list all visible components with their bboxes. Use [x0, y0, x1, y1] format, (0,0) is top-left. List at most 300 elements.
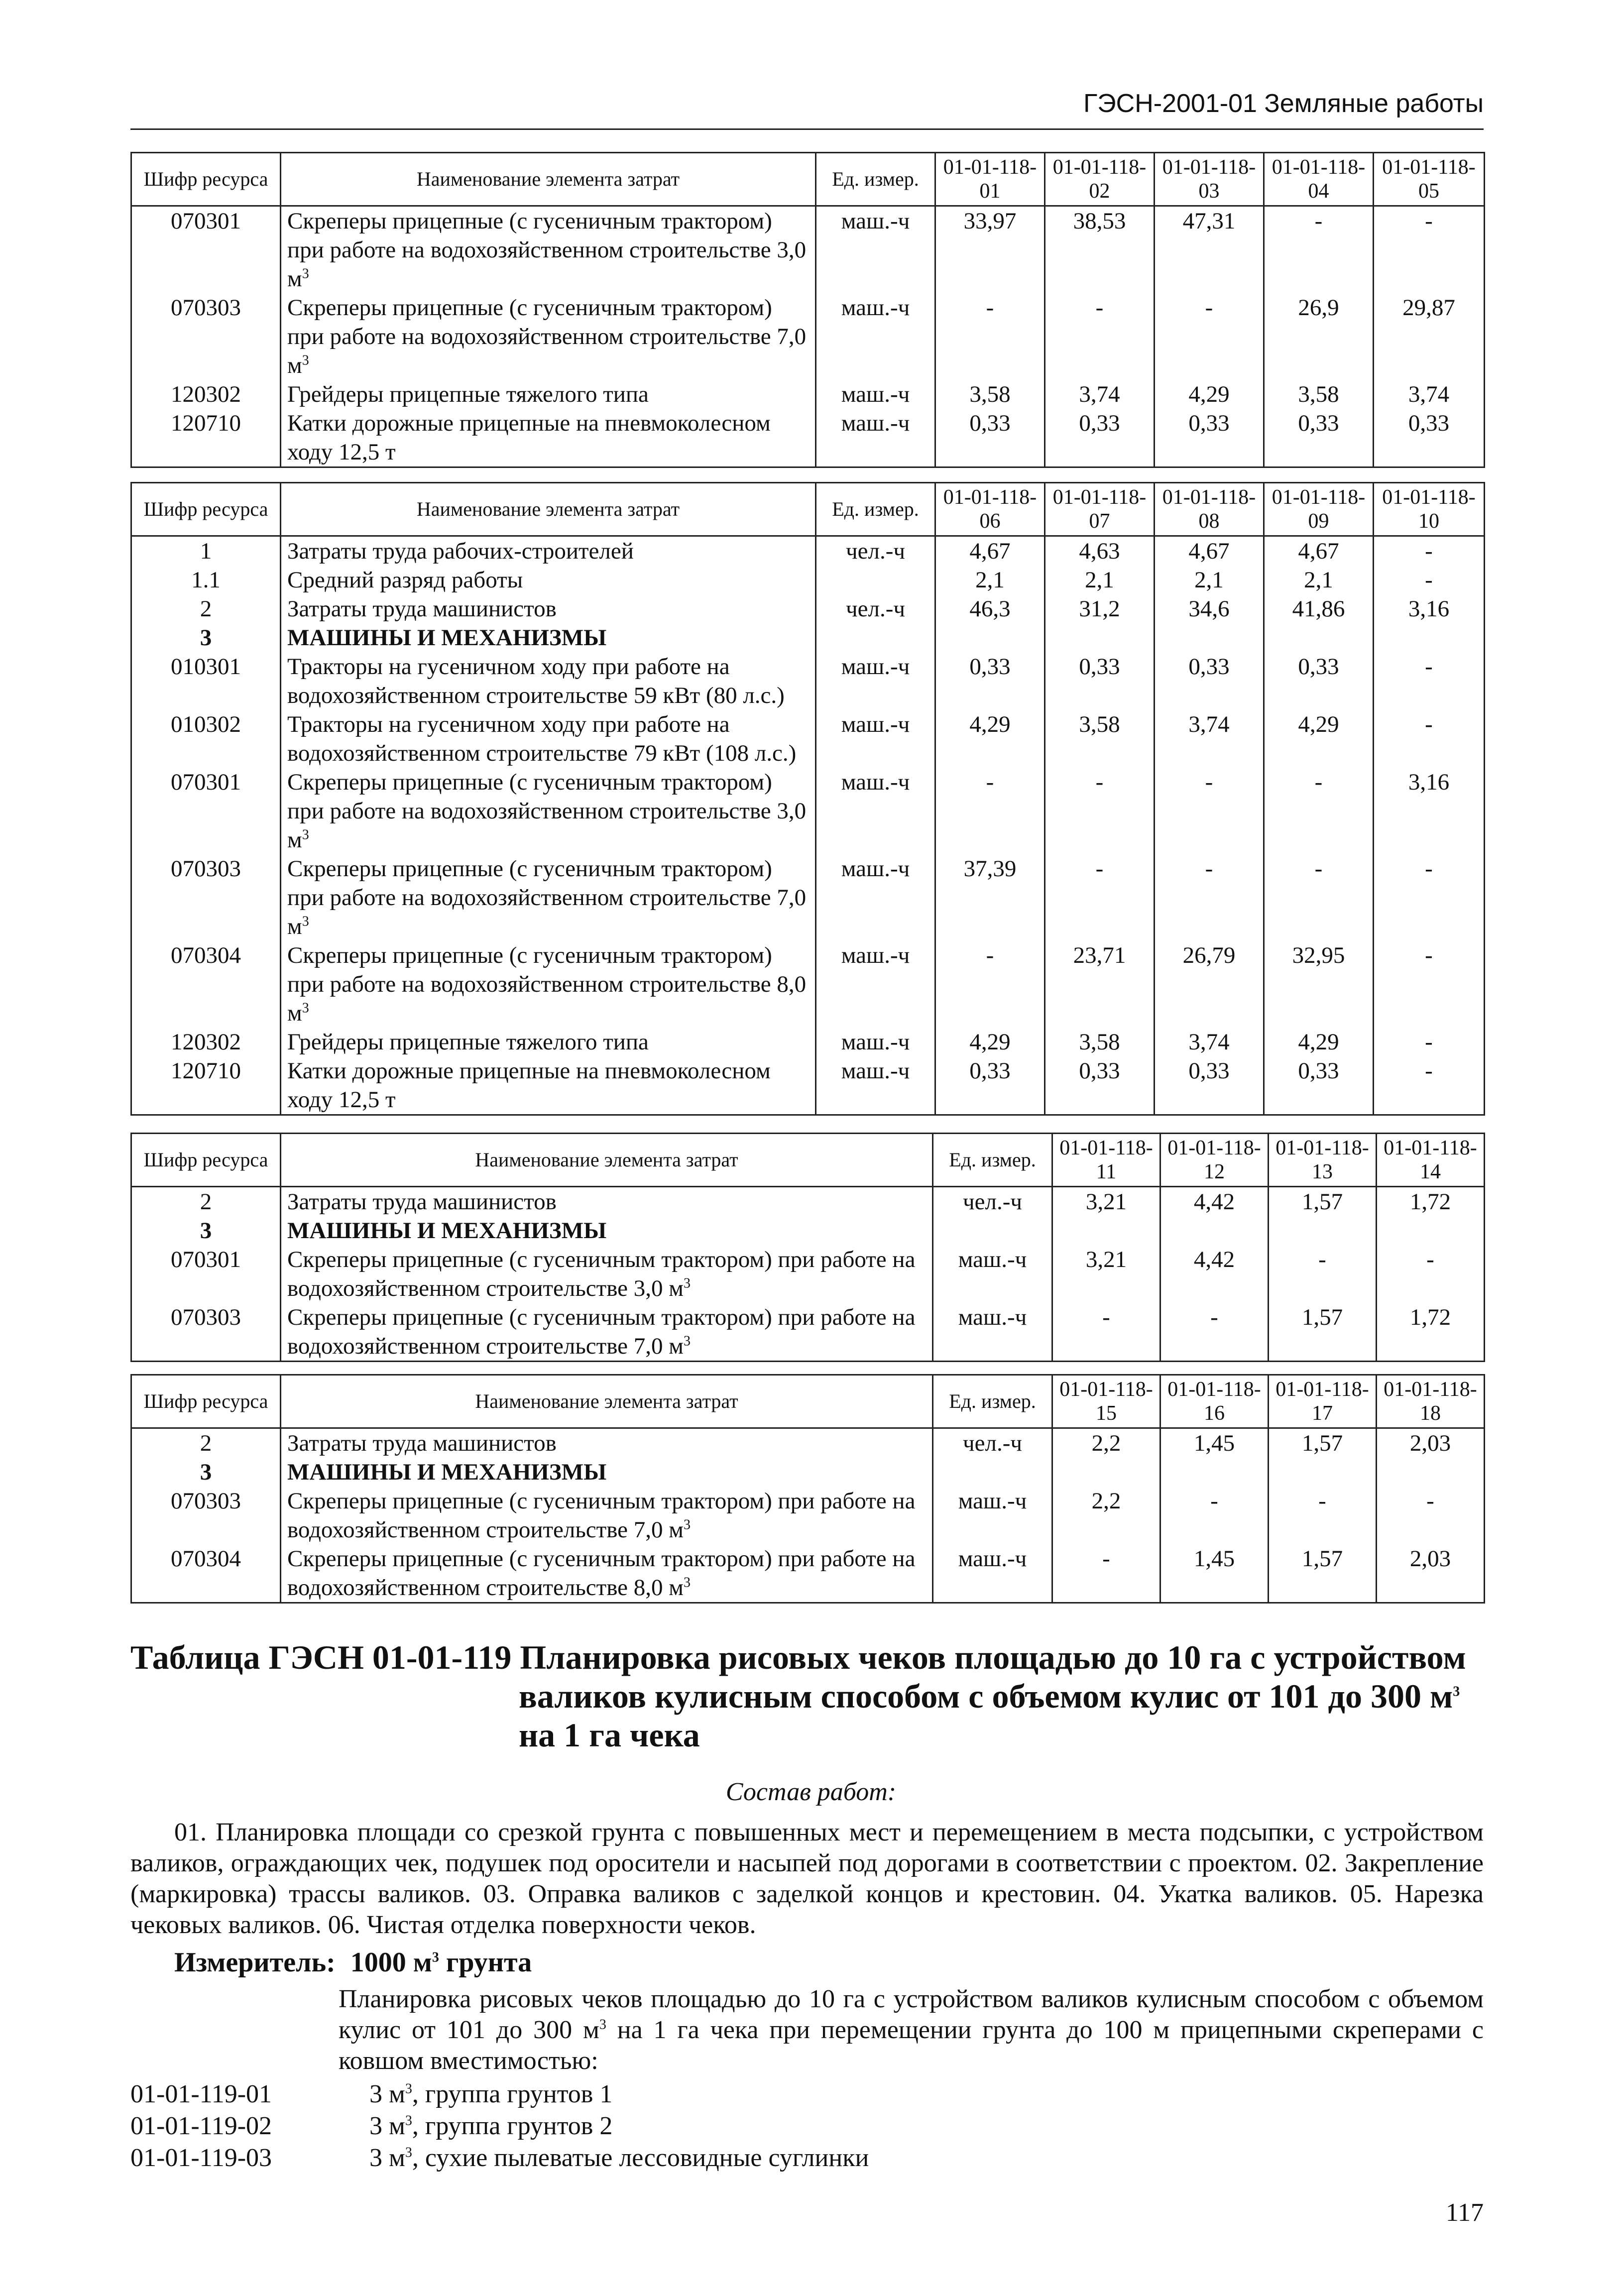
table-row [131, 206, 1485, 294]
cell-unit: маш.-ч [816, 854, 935, 941]
norm-code-row [130, 2110, 869, 2142]
cell-value: 3,58 [1264, 380, 1374, 409]
resource-name-sup: 3 [302, 352, 309, 368]
cell-value: 3,74 [1045, 380, 1155, 409]
cell-value: - [1045, 768, 1155, 854]
cell-value: - [1374, 206, 1485, 294]
cell-value: 1,45 [1160, 1428, 1269, 1458]
resource-name-text: Скреперы прицепные (с гусеничным трактором) при работе на водохозяйственном строительстве 8,0 м [287, 1546, 916, 1601]
cell-resource-code: 3 [131, 1216, 281, 1245]
composition-heading: Состав работ: [725, 1778, 897, 1806]
cell-value: - [1374, 854, 1485, 941]
cell-value: - [1052, 1303, 1160, 1362]
cell-value: - [1374, 941, 1485, 1028]
cell-value: 0,33 [1264, 409, 1374, 467]
cell-unit: чел.-ч [816, 536, 935, 566]
section-title-line3: на 1 га чека [519, 1716, 700, 1754]
cell-value: - [1374, 652, 1485, 710]
norm-code-desc-sup: 3 [405, 2113, 412, 2129]
cell-resource-name [281, 1056, 816, 1115]
norm-code-desc-a: 3 м [369, 2112, 405, 2140]
cell-unit: чел.-ч [933, 1187, 1052, 1217]
composition-text: 01. Планировка площади со срезкой грунта с повышенных мест и перемещением в места подсыпки, с устройством валиков, ограждающих чек, подушек под оросители и насыпей под дорогами в соответствии с проектом. 02. Закрепление (маркировка) трассы валиков. 03. Оправка валиков с заделкой концов и крестовин. 04. Укатка валиков. 05. Нарезка чековых валиков. 06. Чистая отделка поверхности чеков. [130, 1818, 1484, 1939]
cell-resource-code: 120302 [131, 1028, 281, 1056]
cell-value: 47,31 [1155, 206, 1264, 294]
cell-value: 0,33 [1045, 652, 1155, 710]
col-header-name: Наименование элемента затрат [281, 483, 816, 536]
cell-resource-code: 120302 [131, 380, 281, 409]
norm-code-desc-b: , сухие пылеватые лессовидные суглинки [412, 2144, 869, 2172]
table-row [131, 1245, 1485, 1303]
cell-value [1264, 623, 1374, 652]
cell-value: - [935, 768, 1045, 854]
cell-value: - [1264, 854, 1374, 941]
col-header-code: Шифр ресурса [131, 1134, 281, 1187]
resource-name-sup: 3 [683, 1275, 691, 1291]
resource-name-sup: 3 [683, 1517, 691, 1533]
col-header-norm-code: 01-01-118-06 [935, 483, 1045, 536]
resource-name-text: Затраты труда машинистов [287, 1430, 557, 1456]
resource-name-text: Скреперы прицепные (с гусеничным трактором) при работе на водохозяйственном строительстве 3,0 м [287, 769, 807, 853]
cell-unit [816, 566, 935, 594]
table-row [131, 293, 1485, 380]
col-header-name: Наименование элемента затрат [281, 153, 816, 206]
cell-value: 1,72 [1377, 1187, 1485, 1217]
norm-code-description [369, 2078, 612, 2110]
cell-value: - [1374, 1056, 1485, 1115]
cell-value: 1,72 [1377, 1303, 1485, 1362]
cell-unit: маш.-ч [933, 1544, 1052, 1603]
norm-code-row [130, 2078, 869, 2110]
cell-resource-code: 3 [131, 1458, 281, 1487]
cell-value: 2,1 [935, 566, 1045, 594]
cell-value: 1,57 [1269, 1303, 1377, 1362]
page-number: 117 [1445, 2198, 1484, 2227]
norm-code: 01-01-119-01 [130, 2080, 272, 2108]
desc-a: Планировка рисовых чеков площадью до 10 га с устройством валиков кулисным способом с объемом кулис от 101 до 300 м [339, 1985, 1484, 2044]
cell-value: 0,33 [1264, 652, 1374, 710]
cell-value: 32,95 [1264, 941, 1374, 1028]
cell-value: - [1269, 1245, 1377, 1303]
cell-unit: маш.-ч [933, 1487, 1052, 1544]
table-row [131, 380, 1485, 409]
resource-name-text: Скреперы прицепные (с гусеничным трактором) при работе на водохозяйственном строительстве 7,0 м [287, 1304, 916, 1359]
resource-name-text: Затраты труда рабочих-строителей [287, 538, 634, 564]
cell-resource-code: 070303 [131, 293, 281, 380]
cell-unit: маш.-ч [816, 1028, 935, 1056]
col-header-norm-code: 01-01-118-17 [1269, 1375, 1377, 1428]
table-row [131, 1428, 1485, 1458]
resource-name-text: МАШИНЫ И МЕХАНИЗМЫ [287, 1459, 607, 1485]
cell-value: 4,29 [1264, 1028, 1374, 1056]
col-header-norm-code: 01-01-118-08 [1155, 483, 1264, 536]
col-header-code: Шифр ресурса [131, 1375, 281, 1428]
cell-resource-name [281, 1187, 933, 1217]
cell-value: - [1269, 1487, 1377, 1544]
col-header-code: Шифр ресурса [131, 483, 281, 536]
norm-code-desc-b: , группа грунтов 1 [412, 2080, 613, 2108]
cell-value: - [1264, 768, 1374, 854]
cell-value: - [1052, 1544, 1160, 1603]
cell-value: 0,33 [1155, 1056, 1264, 1115]
cell-value: 0,33 [1374, 409, 1485, 467]
cell-value: 1,57 [1269, 1187, 1377, 1217]
desc-sup: 3 [599, 2017, 606, 2033]
cell-resource-code: 120710 [131, 409, 281, 467]
meter-sup: 3 [432, 1950, 439, 1965]
resource-name-text: Грейдеры прицепные тяжелого типа [287, 381, 649, 407]
cell-value: 4,29 [935, 710, 1045, 768]
cell-value: - [1155, 768, 1264, 854]
col-header-unit: Ед. измер. [816, 483, 935, 536]
cell-value: 3,74 [1155, 710, 1264, 768]
cell-value: - [935, 293, 1045, 380]
cell-value: - [1377, 1487, 1485, 1544]
table-row [131, 536, 1485, 566]
cell-value: - [1374, 536, 1485, 566]
col-header-norm-code: 01-01-118-15 [1052, 1375, 1160, 1428]
table-row [131, 1458, 1485, 1487]
cell-resource-name [281, 768, 816, 854]
col-header-name: Наименование элемента затрат [281, 1134, 933, 1187]
resource-name-text: Средний разряд работы [287, 567, 523, 593]
cell-value: 2,03 [1377, 1544, 1485, 1603]
cell-value: 34,6 [1155, 594, 1264, 623]
resource-name-sup: 3 [683, 1575, 691, 1591]
resource-name-text: Скреперы прицепные (с гусеничным трактором) при работе на водохозяйственном строительстве 7,0 м [287, 856, 807, 939]
cell-value [1052, 1458, 1160, 1487]
cell-value: 0,33 [1045, 409, 1155, 467]
cell-resource-code: 2 [131, 1428, 281, 1458]
resource-name-text: Грейдеры прицепные тяжелого типа [287, 1029, 649, 1055]
meter-value [350, 1947, 532, 1978]
norm-code-row [130, 2142, 869, 2174]
table-row [131, 623, 1485, 652]
table-row [131, 1187, 1485, 1217]
norm-code-description [369, 2142, 869, 2174]
cell-value: 3,74 [1155, 1028, 1264, 1056]
resource-name-sup: 3 [302, 827, 309, 843]
norm-code: 01-01-119-02 [130, 2112, 272, 2140]
table-row [131, 1303, 1485, 1362]
meter-label: Измеритель: [174, 1947, 336, 1978]
cell-value: 23,71 [1045, 941, 1155, 1028]
cell-value: 0,33 [935, 409, 1045, 467]
resource-table-1 [130, 152, 1485, 468]
cell-resource-name [281, 1028, 816, 1056]
cell-value: 29,87 [1374, 293, 1485, 380]
cell-unit: маш.-ч [933, 1245, 1052, 1303]
cell-value [1052, 1216, 1160, 1245]
desc-b: на 1 га чека при перемещении грунта до 100 м прицепными скреперами с ковшом вместимостью: [339, 2016, 1484, 2075]
cell-value: 1,45 [1160, 1544, 1269, 1603]
table-row [131, 594, 1485, 623]
cell-value: 46,3 [935, 594, 1045, 623]
col-header-norm-code: 01-01-118-16 [1160, 1375, 1269, 1428]
running-header: ГЭСН-2001-01 Земляные работы [1083, 89, 1484, 118]
resource-name-text: Катки дорожные прицепные на пневмоколесном ходу 12,5 т [287, 410, 771, 465]
cell-value: 3,16 [1374, 594, 1485, 623]
cell-resource-name [281, 710, 816, 768]
meter-value-text: 1000 м [350, 1947, 432, 1978]
cell-value: 3,74 [1374, 380, 1485, 409]
cell-value: 4,42 [1160, 1187, 1269, 1217]
cell-resource-code: 010302 [131, 710, 281, 768]
cell-value: 4,67 [1155, 536, 1264, 566]
cell-unit [933, 1458, 1052, 1487]
cell-value: 2,1 [1264, 566, 1374, 594]
resource-name-sup: 3 [302, 914, 309, 929]
resource-name-text: Скреперы прицепные (с гусеничным трактором) при работе на водохозяйственном строительстве 8,0 м [287, 942, 807, 1026]
cell-resource-name [281, 941, 816, 1028]
cell-value: 41,86 [1264, 594, 1374, 623]
col-header-code: Шифр ресурса [131, 153, 281, 206]
cell-value: - [1155, 293, 1264, 380]
cell-value: 2,2 [1052, 1428, 1160, 1458]
cell-value: - [1045, 854, 1155, 941]
cell-resource-code: 070301 [131, 768, 281, 854]
cell-resource-name [281, 380, 816, 409]
resource-name-text: Затраты труда машинистов [287, 1189, 557, 1215]
meter-line [174, 1947, 532, 1978]
table-row [131, 1028, 1485, 1056]
cell-resource-name [281, 1458, 933, 1487]
resource-name-sup: 3 [683, 1333, 691, 1349]
cell-resource-code: 2 [131, 594, 281, 623]
cell-resource-code: 070303 [131, 1303, 281, 1362]
resource-name-text: Скреперы прицепные (с гусеничным трактором) при работе на водохозяйственном строительстве 7,0 м [287, 295, 807, 378]
table-row [131, 854, 1485, 941]
cell-value: 1,57 [1269, 1544, 1377, 1603]
col-header-norm-code: 01-01-118-03 [1155, 153, 1264, 206]
cell-resource-code: 010301 [131, 652, 281, 710]
resource-name-sup: 3 [302, 1000, 309, 1016]
cell-resource-code: 3 [131, 623, 281, 652]
norm-code-desc-sup: 3 [405, 2145, 412, 2161]
meter-tail: грунта [439, 1947, 532, 1978]
section-title [130, 1638, 1484, 1754]
cell-resource-code: 070303 [131, 1487, 281, 1544]
norm-code-desc-b: , группа грунтов 2 [412, 2112, 613, 2140]
cell-value: - [1374, 1028, 1485, 1056]
cell-value: - [1045, 293, 1155, 380]
resource-table-4 [130, 1374, 1485, 1604]
cell-value: 3,21 [1052, 1187, 1160, 1217]
col-header-name: Наименование элемента затрат [281, 1375, 933, 1428]
cell-resource-name [281, 293, 816, 380]
cell-unit: маш.-ч [816, 206, 935, 294]
cell-value: 3,58 [1045, 1028, 1155, 1056]
col-header-norm-code: 01-01-118-09 [1264, 483, 1374, 536]
cell-value: 4,67 [935, 536, 1045, 566]
cell-unit: чел.-ч [816, 594, 935, 623]
table-row [131, 1487, 1485, 1544]
cell-unit: маш.-ч [816, 380, 935, 409]
cell-value [1374, 623, 1485, 652]
cell-resource-name [281, 652, 816, 710]
cell-value: - [1264, 206, 1374, 294]
cell-value [1269, 1216, 1377, 1245]
cell-value: 2,03 [1377, 1428, 1485, 1458]
table-row [131, 1544, 1485, 1603]
cell-value: 37,39 [935, 854, 1045, 941]
cell-value: 2,2 [1052, 1487, 1160, 1544]
section-title-sup: 3 [1453, 1684, 1460, 1700]
cell-value: - [1160, 1487, 1269, 1544]
cell-resource-name [281, 854, 816, 941]
cell-unit [816, 623, 935, 652]
section-title-line2-text: валиков кулисным способом с объемом кулис от 101 до 300 м [519, 1677, 1453, 1715]
col-header-norm-code: 01-01-118-13 [1269, 1134, 1377, 1187]
cell-resource-name [281, 566, 816, 594]
cell-resource-name [281, 1216, 933, 1245]
cell-value: 0,33 [1045, 1056, 1155, 1115]
cell-value: 4,67 [1264, 536, 1374, 566]
cell-value [1269, 1458, 1377, 1487]
cell-unit: маш.-ч [816, 409, 935, 467]
col-header-norm-code: 01-01-118-04 [1264, 153, 1374, 206]
cell-value [1160, 1458, 1269, 1487]
cell-value: 1,57 [1269, 1428, 1377, 1458]
cell-value: 0,33 [1264, 1056, 1374, 1115]
cell-resource-code: 070303 [131, 854, 281, 941]
cell-resource-code: 2 [131, 1187, 281, 1217]
cell-unit: маш.-ч [816, 1056, 935, 1115]
resource-table-2 [130, 482, 1485, 1116]
cell-unit: маш.-ч [933, 1303, 1052, 1362]
table-row [131, 941, 1485, 1028]
col-header-norm-code: 01-01-118-05 [1374, 153, 1485, 206]
cell-value: - [1377, 1245, 1485, 1303]
cell-value: 0,33 [1155, 409, 1264, 467]
cell-resource-code: 070304 [131, 1544, 281, 1603]
cell-value: - [1374, 566, 1485, 594]
resource-name-sup: 3 [302, 266, 309, 282]
cell-value: 0,33 [1155, 652, 1264, 710]
header-rule [130, 128, 1484, 130]
norm-code-list [130, 2078, 869, 2174]
col-header-norm-code: 01-01-118-11 [1052, 1134, 1160, 1187]
cell-value: 3,58 [1045, 710, 1155, 768]
cell-value: - [1160, 1303, 1269, 1362]
cell-resource-name [281, 594, 816, 623]
cell-resource-code: 120710 [131, 1056, 281, 1115]
cell-value: 3,21 [1052, 1245, 1160, 1303]
cell-value: 0,33 [935, 1056, 1045, 1115]
cell-value: 3,16 [1374, 768, 1485, 854]
cell-unit: маш.-ч [816, 652, 935, 710]
cell-value [1377, 1458, 1485, 1487]
resource-table-3 [130, 1133, 1485, 1362]
table-row [131, 1216, 1485, 1245]
col-header-norm-code: 01-01-118-01 [935, 153, 1045, 206]
table-row [131, 1056, 1485, 1115]
col-header-unit: Ед. измер. [816, 153, 935, 206]
table-row [131, 652, 1485, 710]
cell-value [935, 623, 1045, 652]
norm-code-desc-a: 3 м [369, 2144, 405, 2172]
resource-name-text: Скреперы прицепные (с гусеничным трактором) при работе на водохозяйственном строительстве 3,0 м [287, 1247, 916, 1301]
norm-code-description [369, 2110, 612, 2142]
col-header-norm-code: 01-01-118-07 [1045, 483, 1155, 536]
cell-unit: маш.-ч [816, 941, 935, 1028]
cell-unit: маш.-ч [816, 768, 935, 854]
col-header-norm-code: 01-01-118-02 [1045, 153, 1155, 206]
cell-unit: маш.-ч [816, 293, 935, 380]
cell-value: 4,63 [1045, 536, 1155, 566]
resource-name-text: Скреперы прицепные (с гусеничным трактором) при работе на водохозяйственном строительстве 7,0 м [287, 1488, 916, 1543]
norm-code: 01-01-119-03 [130, 2144, 272, 2172]
cell-value: - [935, 941, 1045, 1028]
cell-value: 26,79 [1155, 941, 1264, 1028]
resource-name-text: МАШИНЫ И МЕХАНИЗМЫ [287, 625, 607, 651]
cell-value: 2,1 [1045, 566, 1155, 594]
table-row [131, 566, 1485, 594]
cell-resource-name [281, 206, 816, 294]
table-row [131, 710, 1485, 768]
section-title-line2 [130, 1677, 1484, 1716]
section-title-line1: Таблица ГЭСН 01-01-119 Планировка рисовых чеков площадью до 10 га с устройством [130, 1638, 1466, 1676]
cell-value [1155, 623, 1264, 652]
cell-resource-name [281, 1245, 933, 1303]
norm-description [339, 1984, 1484, 2076]
col-header-norm-code: 01-01-118-14 [1377, 1134, 1485, 1187]
resource-name-text: Тракторы на гусеничном ходу при работе на водохозяйственном строительстве 59 кВт (80 л.с.) [287, 654, 785, 708]
resource-name-text: Скреперы прицепные (с гусеничным трактором) при работе на водохозяйственном строительстве 3,0 м [287, 208, 807, 292]
cell-unit: маш.-ч [816, 710, 935, 768]
cell-value: 3,58 [935, 380, 1045, 409]
cell-value [1160, 1216, 1269, 1245]
col-header-norm-code: 01-01-118-10 [1374, 483, 1485, 536]
cell-unit: чел.-ч [933, 1428, 1052, 1458]
cell-resource-code: 1.1 [131, 566, 281, 594]
resource-name-text: МАШИНЫ И МЕХАНИЗМЫ [287, 1218, 607, 1244]
cell-resource-code: 070304 [131, 941, 281, 1028]
cell-resource-name [281, 1428, 933, 1458]
cell-resource-name [281, 1544, 933, 1603]
cell-resource-name [281, 1487, 933, 1544]
cell-value: 4,42 [1160, 1245, 1269, 1303]
cell-value: 31,2 [1045, 594, 1155, 623]
cell-value: 26,9 [1264, 293, 1374, 380]
cell-resource-name [281, 536, 816, 566]
col-header-norm-code: 01-01-118-12 [1160, 1134, 1269, 1187]
norm-code-desc-a: 3 м [369, 2080, 405, 2108]
cell-resource-code: 070301 [131, 206, 281, 294]
col-header-norm-code: 01-01-118-18 [1377, 1375, 1485, 1428]
cell-value: 4,29 [1264, 710, 1374, 768]
cell-value: 4,29 [935, 1028, 1045, 1056]
col-header-unit: Ед. измер. [933, 1134, 1052, 1187]
cell-resource-code: 070301 [131, 1245, 281, 1303]
cell-value: 33,97 [935, 206, 1045, 294]
cell-value: 0,33 [935, 652, 1045, 710]
cell-value: - [1374, 710, 1485, 768]
cell-value: 38,53 [1045, 206, 1155, 294]
cell-value [1045, 623, 1155, 652]
cell-value [1377, 1216, 1485, 1245]
cell-resource-name [281, 623, 816, 652]
cell-value: 4,29 [1155, 380, 1264, 409]
resource-name-text: Катки дорожные прицепные на пневмоколесном ходу 12,5 т [287, 1058, 771, 1113]
norm-code-desc-sup: 3 [405, 2081, 412, 2097]
resource-name-text: Затраты труда машинистов [287, 596, 557, 622]
cell-value: 2,1 [1155, 566, 1264, 594]
cell-resource-name [281, 409, 816, 467]
table-row [131, 768, 1485, 854]
cell-resource-name [281, 1303, 933, 1362]
cell-unit [933, 1216, 1052, 1245]
